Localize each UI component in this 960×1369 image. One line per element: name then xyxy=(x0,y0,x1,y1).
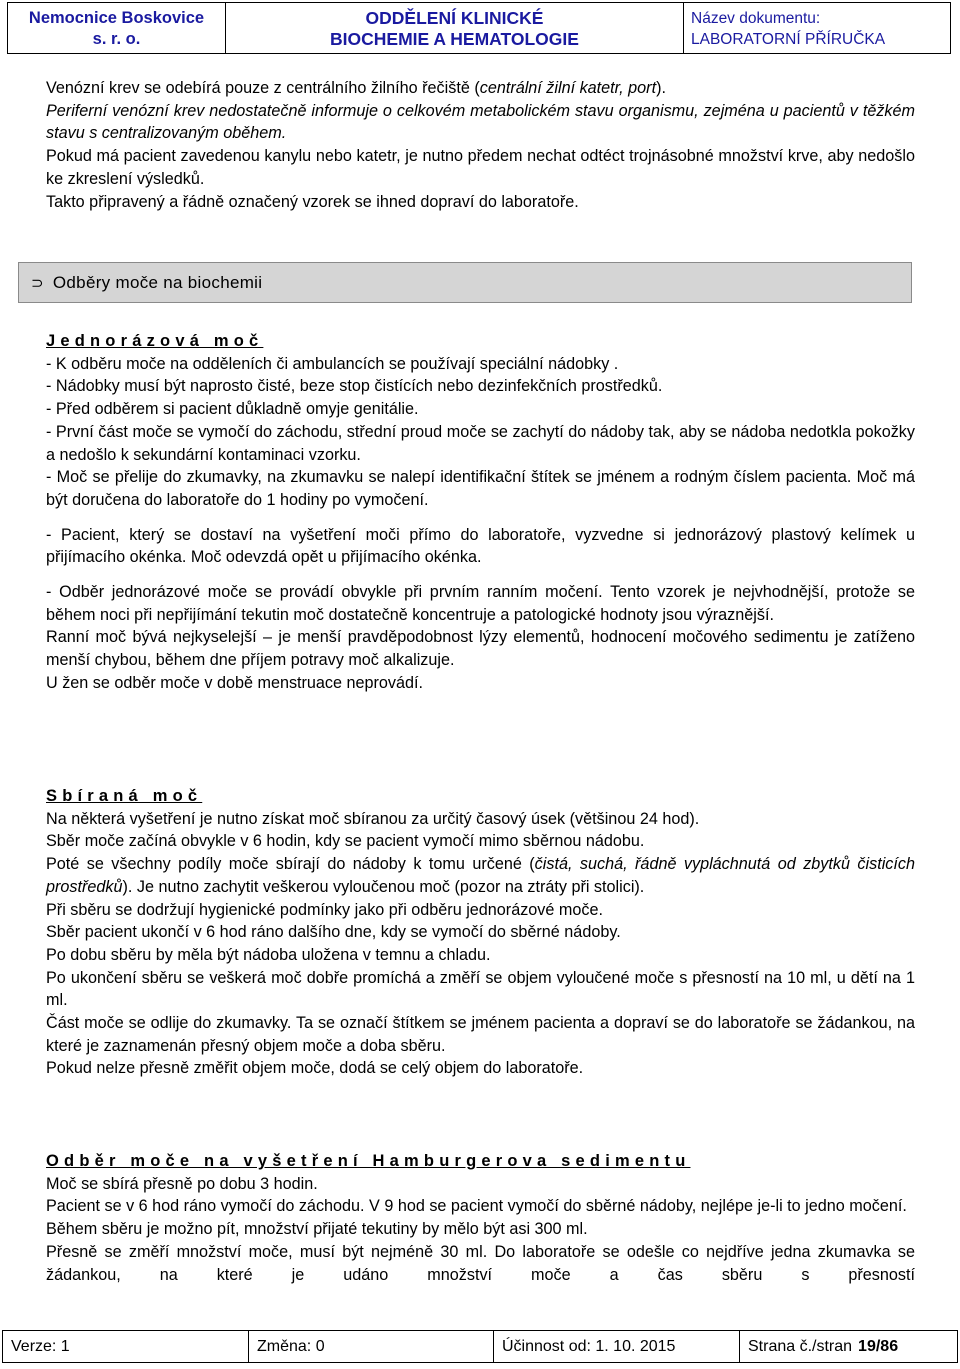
single-urine-item-2: - Nádobky musí být naprosto čisté, beze stop čistících nebo dezinfekčních prostředků. xyxy=(46,377,663,396)
organization-suffix: s. r. o. xyxy=(92,30,141,48)
page-number-value: 19/86 xyxy=(858,1338,899,1355)
collected-urine-line-1: Na některá vyšetření je nutno získat moč sbíranou za určitý časový úsek (většinou 24 hod). xyxy=(46,809,700,828)
version-cell: Verze: 1 xyxy=(3,1331,249,1362)
document-footer xyxy=(2,1330,958,1363)
document-name-cell xyxy=(684,3,950,53)
hamburger-line-4: Přesně se změří množství moče, musí být nejméně 30 ml. Do laboratoře se odešle co nejdříve jedna zkumavka se žádankou, na které je udáno množství moče a čas sběru s přesností xyxy=(46,1242,915,1284)
collected-urine-line-3: Poté se všechny podíly moče sbírají do nádoby k tomu určené (čistá, suchá, řádně vypláchnutá od zbytků čisticích prostředků). Je nutno zachytit veškerou vyloučenou moč (pozor na ztráty při stolici). xyxy=(46,855,915,896)
collected-urine-line-6: Po dobu sběru by měla být nádoba uložena v temnu a chladu. xyxy=(46,945,491,964)
single-urine-item-8: Ranní moč bývá nejkyselejší – je menší pravděpodobnost lýzy elementů, hodnocení močového sedimentu je zatíženo menší chybou, během dne příjem potravy moč alkalizuje. xyxy=(46,628,915,670)
section-title-box xyxy=(18,262,912,303)
single-urine-item-1: - K odběru moče na odděleních či ambulancích se používají speciální nádobky . xyxy=(46,354,619,373)
single-urine-block xyxy=(46,330,915,695)
page-number-label: Strana č./stran xyxy=(748,1338,853,1355)
single-urine-item-5: - Moč se přelije do zkumavky, na zkumavku se nalepí identifikační štítek se jménem a rodným číslem pacienta. Moč má být doručena do laboratoře do 1 hodiny po vymočení. xyxy=(46,468,915,509)
intro-line-3: Pokud má pacient zavedenou kanylu nebo katetr, je nutno předem nechat odtéct trojnásobné množství krve, aby nedošlo ke zkreslení výsledků. xyxy=(46,147,915,188)
collected-urine-line-9: Pokud nelze přesně změřit objem moče, dodá se celý objem do laboratoře. xyxy=(46,1059,584,1078)
section-title: Odběry moče na biochemii xyxy=(52,273,263,292)
hamburger-line-2: Pacient se v 6 hod ráno vymočí do záchodu. V 9 hod se pacient vymočí do sběrné nádoby, nejlépe je-li to jedno močení. xyxy=(46,1197,907,1216)
document-name-label: Název dokumentu: xyxy=(691,10,821,27)
organization-name: Nemocnice Boskovice xyxy=(28,9,205,27)
hamburger-sediment-heading: Odběr moče na vyšetření Hamburgerova sedimentu xyxy=(46,1152,691,1170)
intro-emphasis: centrální žilní katetr, port xyxy=(479,79,657,97)
collected-urine-line-4: Při sběru se dodržují hygienické podmínky jako při odběru jednorázové moče. xyxy=(46,900,603,919)
single-urine-item-4: - První část moče se vymočí do záchodu, střední proud moče se zachytí do nádoby tak, aby se nádoba nedotkla pokožky a nedošlo k sekundární kontaminaci vzorku. xyxy=(46,422,915,464)
organization-cell xyxy=(8,3,226,53)
document-header xyxy=(7,2,951,54)
collected-urine-line-5: Sběr pacient ukončí v 6 hod ráno dalšího dne, kdy se vymočí do sběrné nádoby. xyxy=(46,923,621,942)
single-urine-item-3: - Před odběrem si pacient důkladně omyje genitálie. xyxy=(46,400,419,419)
department-cell xyxy=(226,3,684,53)
collected-urine-heading: Sbíraná moč xyxy=(46,787,203,805)
single-urine-item-9: U žen se odběr moče v době menstruace neprovádí. xyxy=(46,673,424,692)
hamburger-sediment-block xyxy=(46,1150,915,1286)
document-name-value: LABORATORNÍ PŘÍRUČKA xyxy=(691,31,886,48)
intro-line-2: Periferní venózní krev nedostatečně informuje o celkovém metabolickém stavu organismu, zejména u pacientů v těžkém stavu s centralizovaným oběhem. xyxy=(46,101,915,143)
intro-block xyxy=(46,77,915,213)
intro-line-1: Venózní krev se odebírá pouze z centrálního žilního řečiště (centrální žilní katetr, port). xyxy=(46,79,666,97)
change-cell: Změna: 0 xyxy=(249,1331,494,1362)
collected-urine-line-8: Část moče se odlije do zkumavky. Ta se označí štítkem se jménem pacienta a dopraví se do laboratoře se žádankou, na které je zaznamenán přesný objem moče a doba sběru. xyxy=(46,1014,915,1055)
collected-urine-emphasis: čistá, suchá, řádně vypláchnutá od zbytků čisticích prostředků xyxy=(46,855,915,896)
collected-urine-line-2: Sběr moče začíná obvykle v 6 hodin, kdy se pacient vymočí mimo sběrnou nádobu. xyxy=(46,832,645,851)
department-line-2: BIOCHEMIE A HEMATOLOGIE xyxy=(330,29,579,49)
effective-date-cell: Účinnost od: 1. 10. 2015 xyxy=(494,1331,740,1362)
page-number-cell xyxy=(740,1331,957,1362)
hamburger-line-3: Během sběru je možno pít, množství přijaté tekutiny by mělo být asi 300 ml. xyxy=(46,1220,588,1239)
collected-urine-line-7: Po ukončení sběru se veškerá moč dobře promíchá a změří se objem vyloučené moče s přesností na 10 ml, u dětí na 1 ml. xyxy=(46,968,915,1010)
single-urine-item-6: - Pacient, který se dostaví na vyšetření moči přímo do laboratoře, vyzvedne si jednorázový plastový kelímek u přijímacího okénka. Moč odevzdá opět u přijímacího okénka. xyxy=(46,525,915,567)
collected-urine-block xyxy=(46,785,915,1080)
section-arrow-icon: ⊃ xyxy=(31,275,44,292)
department-line-1: ODDĚLENÍ KLINICKÉ xyxy=(365,8,544,28)
intro-line-4: Takto připravený a řádně označený vzorek se ihned dopraví do laboratoře. xyxy=(46,192,579,211)
single-urine-heading: Jednorázová moč xyxy=(46,332,264,350)
single-urine-item-7: - Odběr jednorázové moče se provádí obvykle při prvním ranním močení. Tento vzorek je nejvhodnější, protože se během noci při nepřijímání tekutin moč dostatečně koncentruje a patologické hodnoty jsou výraznější. xyxy=(46,583,915,624)
hamburger-line-1: Moč se sbírá přesně po dobu 3 hodin. xyxy=(46,1174,318,1193)
